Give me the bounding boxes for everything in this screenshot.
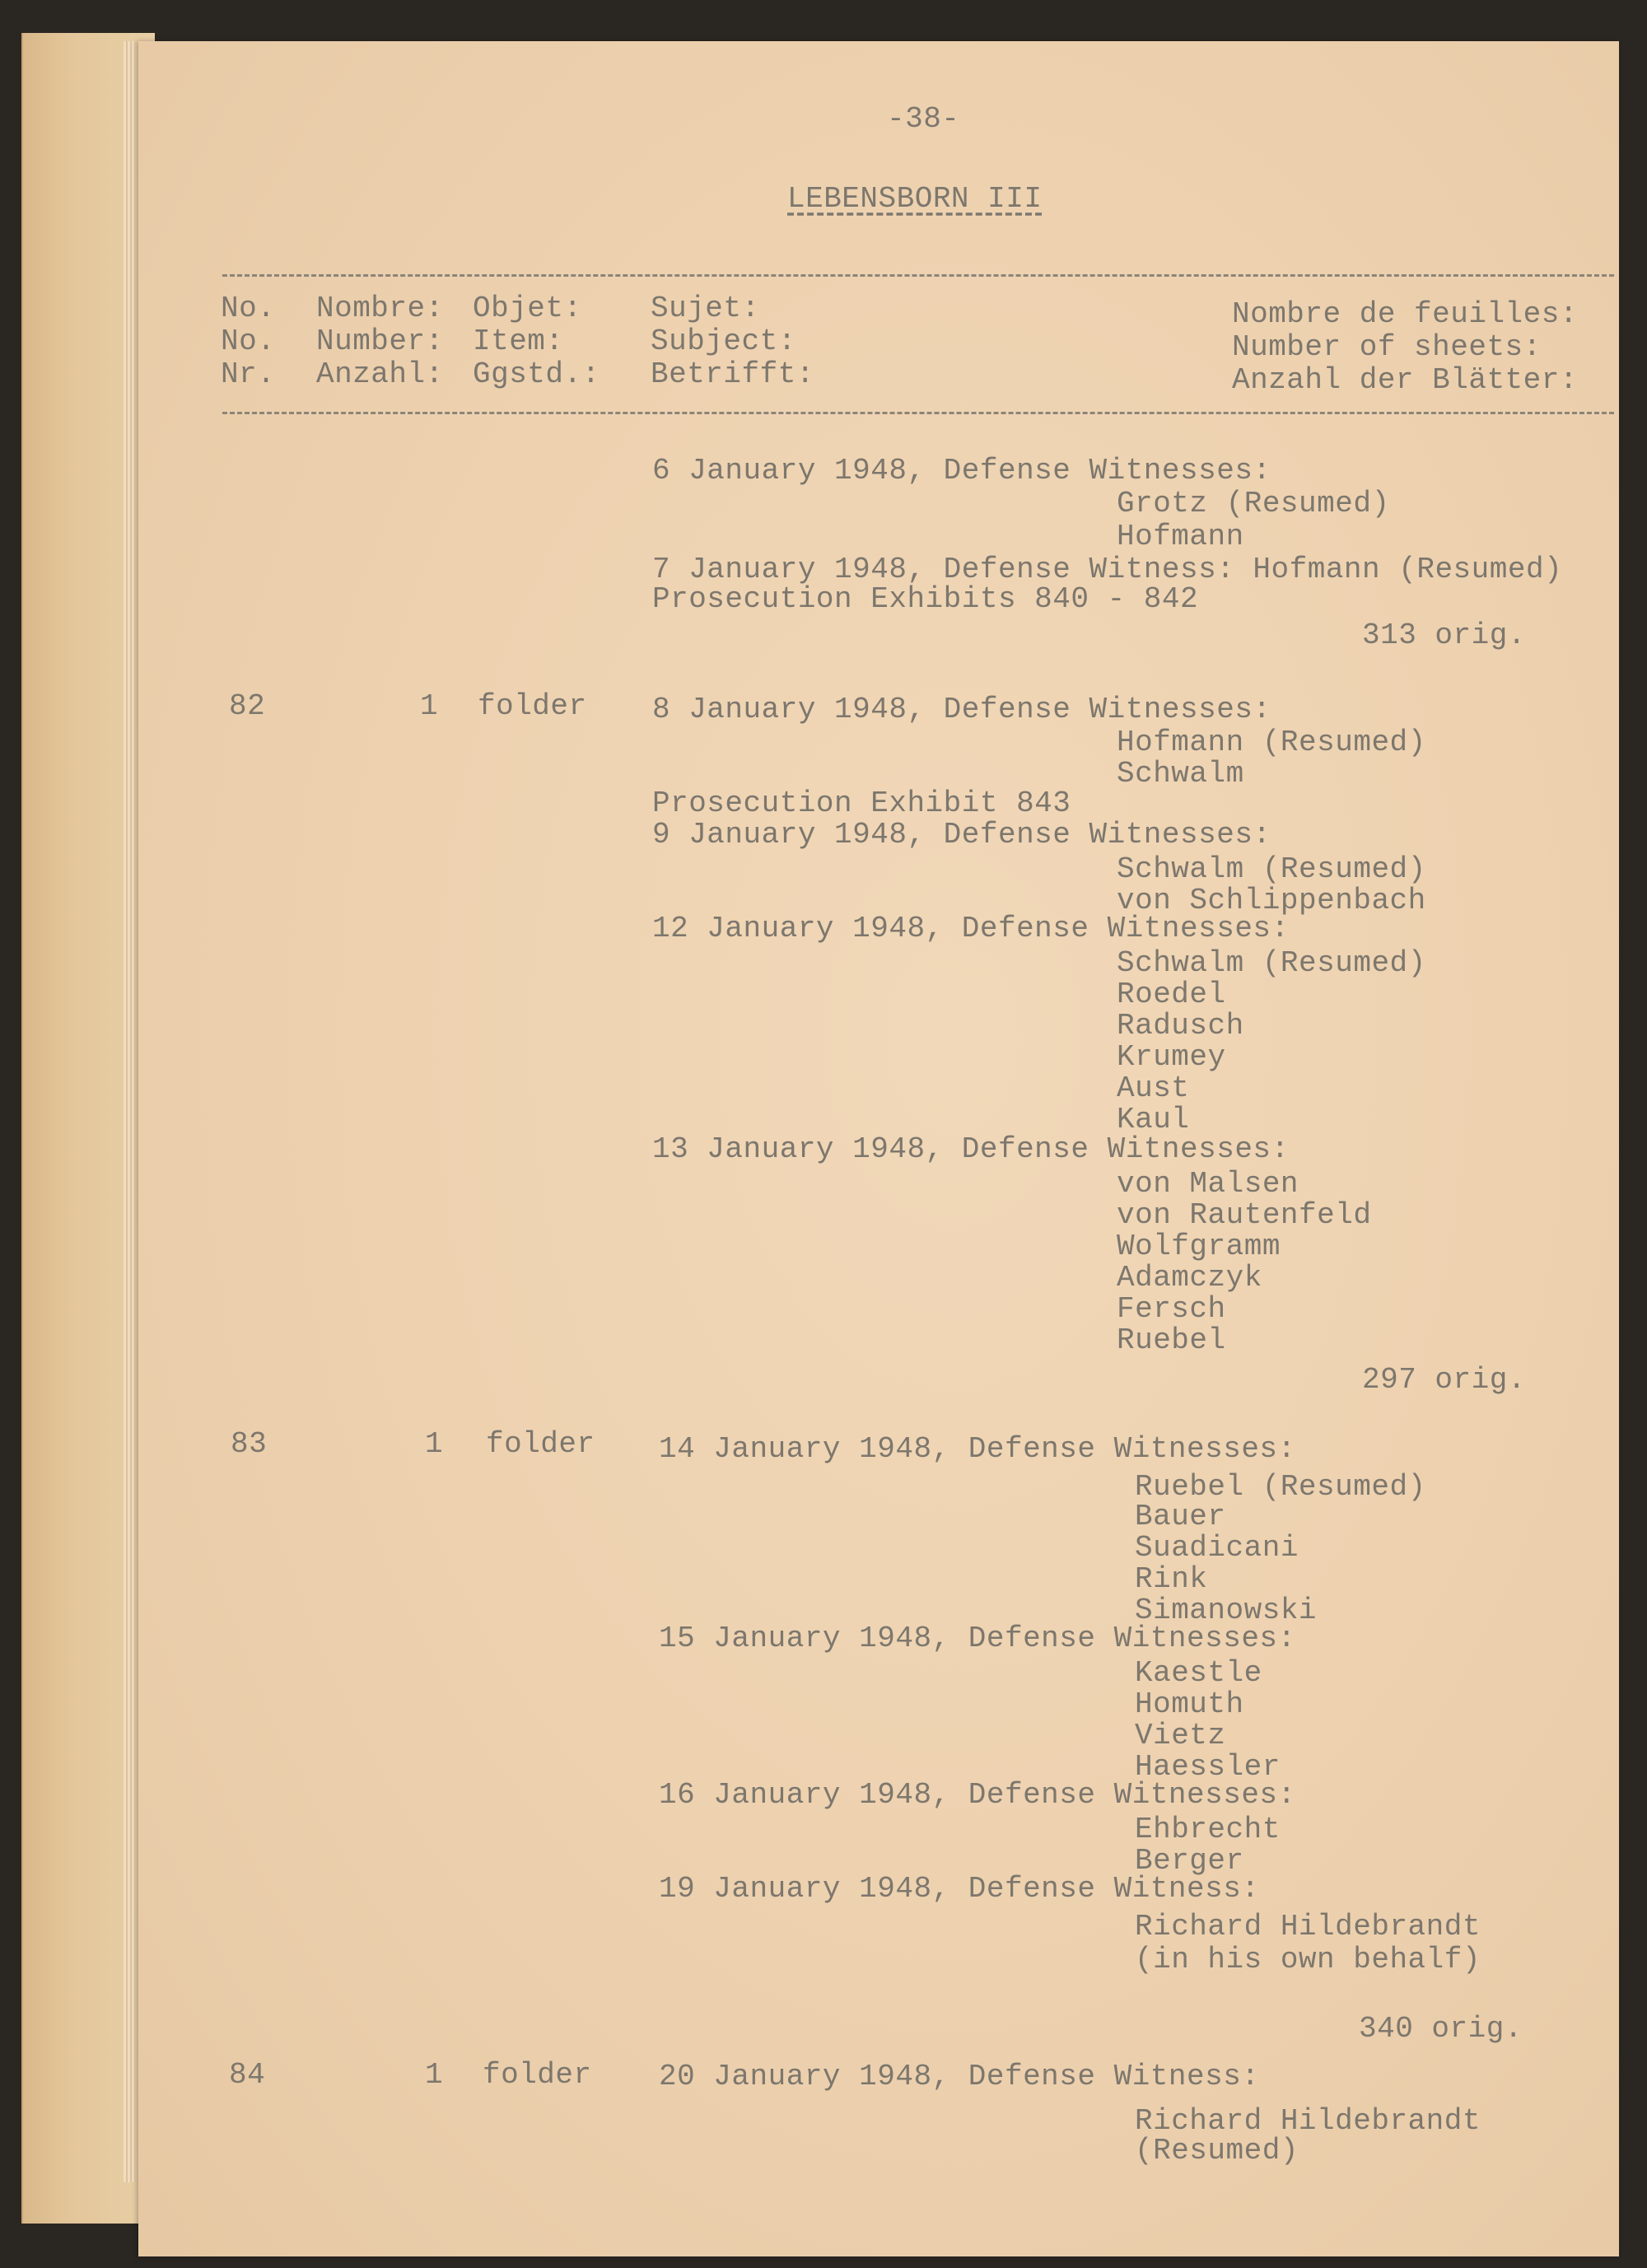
- subject-line: Radusch: [1117, 1009, 1244, 1043]
- header-col-number-fr: Nombre:: [316, 292, 444, 325]
- subject-line: Kaul: [1117, 1103, 1190, 1136]
- subject-line: Hofmann (Resumed): [1117, 726, 1426, 759]
- entry-item: folder: [483, 2058, 592, 2092]
- subject-line: Berger: [1135, 1844, 1244, 1878]
- subject-line: 8 January 1948, Defense Witnesses:: [652, 693, 1271, 726]
- header-rule-bottom: [222, 412, 1614, 414]
- subject-line: 20 January 1948, Defense Witness:: [659, 2060, 1260, 2093]
- entry-number: 83: [231, 1427, 268, 1461]
- header-col-item-fr: Objet:: [473, 292, 582, 325]
- subject-line: 19 January 1948, Defense Witness:: [659, 1872, 1260, 1906]
- header-col-number-en: Number:: [316, 324, 444, 358]
- sheet-count: 297 orig.: [1362, 1363, 1526, 1397]
- subject-line: Schwalm: [1117, 757, 1244, 791]
- entry-number: 82: [229, 689, 266, 723]
- header-col-sheets-de: Anzahl der Blätter:: [1232, 363, 1578, 397]
- subject-line: Suadicani: [1135, 1531, 1299, 1565]
- subject-line: Simanowski: [1135, 1594, 1318, 1627]
- header-col-no-en: No.: [221, 324, 276, 358]
- entry-count: 1: [425, 1427, 444, 1461]
- subject-line: Fersch: [1117, 1292, 1226, 1326]
- subject-line: Adamczyk: [1117, 1261, 1262, 1295]
- subject-line: 13 January 1948, Defense Witnesses:: [652, 1132, 1290, 1166]
- subject-line: Homuth: [1135, 1687, 1244, 1721]
- entry-item: folder: [486, 1427, 595, 1461]
- header-col-subject-fr: Sujet:: [651, 292, 760, 325]
- subject-line: 9 January 1948, Defense Witnesses:: [652, 818, 1271, 852]
- subject-line: (Resumed): [1135, 2134, 1299, 2168]
- subject-line: Rink: [1135, 1562, 1208, 1596]
- sheet-count: 313 orig.: [1362, 618, 1526, 652]
- subject-line: Roedel: [1117, 978, 1226, 1011]
- subject-line: Krumey: [1117, 1040, 1226, 1074]
- subject-line: 16 January 1948, Defense Witnesses:: [659, 1778, 1296, 1812]
- page-stack-edge: [124, 41, 135, 2182]
- header-col-item-de: Ggstd.:: [473, 357, 600, 391]
- header-col-no-fr: No.: [221, 292, 276, 325]
- subject-line: 7 January 1948, Defense Witness: Hofmann (Resumed): [652, 553, 1563, 586]
- header-col-item-en: Item:: [473, 324, 564, 358]
- header-col-sheets-en: Number of sheets:: [1232, 330, 1542, 364]
- subject-line: 15 January 1948, Defense Witnesses:: [659, 1622, 1296, 1655]
- entry-number: 84: [229, 2058, 266, 2092]
- subject-line: von Schlippenbach: [1117, 884, 1426, 917]
- header-col-sheets-fr: Nombre de feuilles:: [1232, 297, 1578, 331]
- subject-line: von Malsen: [1117, 1167, 1299, 1201]
- header-col-no-de: Nr.: [221, 357, 276, 391]
- subject-line: Richard Hildebrandt: [1135, 1910, 1481, 1944]
- page-number: -38-: [887, 102, 960, 136]
- subject-line: Prosecution Exhibits 840 - 842: [652, 582, 1199, 616]
- subject-line: Wolfgramm: [1117, 1230, 1281, 1263]
- header-col-subject-en: Subject:: [651, 324, 796, 358]
- entry-count: 1: [420, 689, 439, 723]
- subject-line: von Rautenfeld: [1117, 1198, 1372, 1232]
- sheet-count: 340 orig.: [1359, 2012, 1523, 2046]
- subject-line: 14 January 1948, Defense Witnesses:: [659, 1432, 1296, 1466]
- subject-line: Ruebel (Resumed): [1135, 1470, 1426, 1504]
- subject-line: Grotz (Resumed): [1117, 487, 1390, 520]
- subject-line: 6 January 1948, Defense Witnesses:: [652, 454, 1271, 488]
- header-col-number-de: Anzahl:: [316, 357, 444, 391]
- entry-count: 1: [425, 2058, 444, 2092]
- subject-line: Vietz: [1135, 1719, 1226, 1752]
- entry-item: folder: [478, 689, 587, 723]
- subject-line: Schwalm (Resumed): [1117, 946, 1426, 980]
- subject-line: Richard Hildebrandt: [1135, 2104, 1481, 2138]
- subject-line: Prosecution Exhibit 843: [652, 786, 1071, 820]
- header-col-subject-de: Betrifft:: [651, 357, 814, 391]
- subject-line: Ruebel: [1117, 1323, 1226, 1357]
- subject-line: 12 January 1948, Defense Witnesses:: [652, 912, 1290, 945]
- subject-line: Haessler: [1135, 1750, 1281, 1784]
- subject-line: Hofmann: [1117, 520, 1244, 553]
- subject-line: Bauer: [1135, 1500, 1226, 1533]
- document-title: LEBENSBORN III: [787, 182, 1043, 216]
- subject-line: (in his own behalf): [1135, 1943, 1481, 1976]
- subject-line: Kaestle: [1135, 1656, 1262, 1690]
- header-rule-top: [222, 274, 1614, 277]
- subject-line: Aust: [1117, 1071, 1190, 1105]
- subject-line: Ehbrecht: [1135, 1813, 1281, 1846]
- subject-line: Schwalm (Resumed): [1117, 852, 1426, 886]
